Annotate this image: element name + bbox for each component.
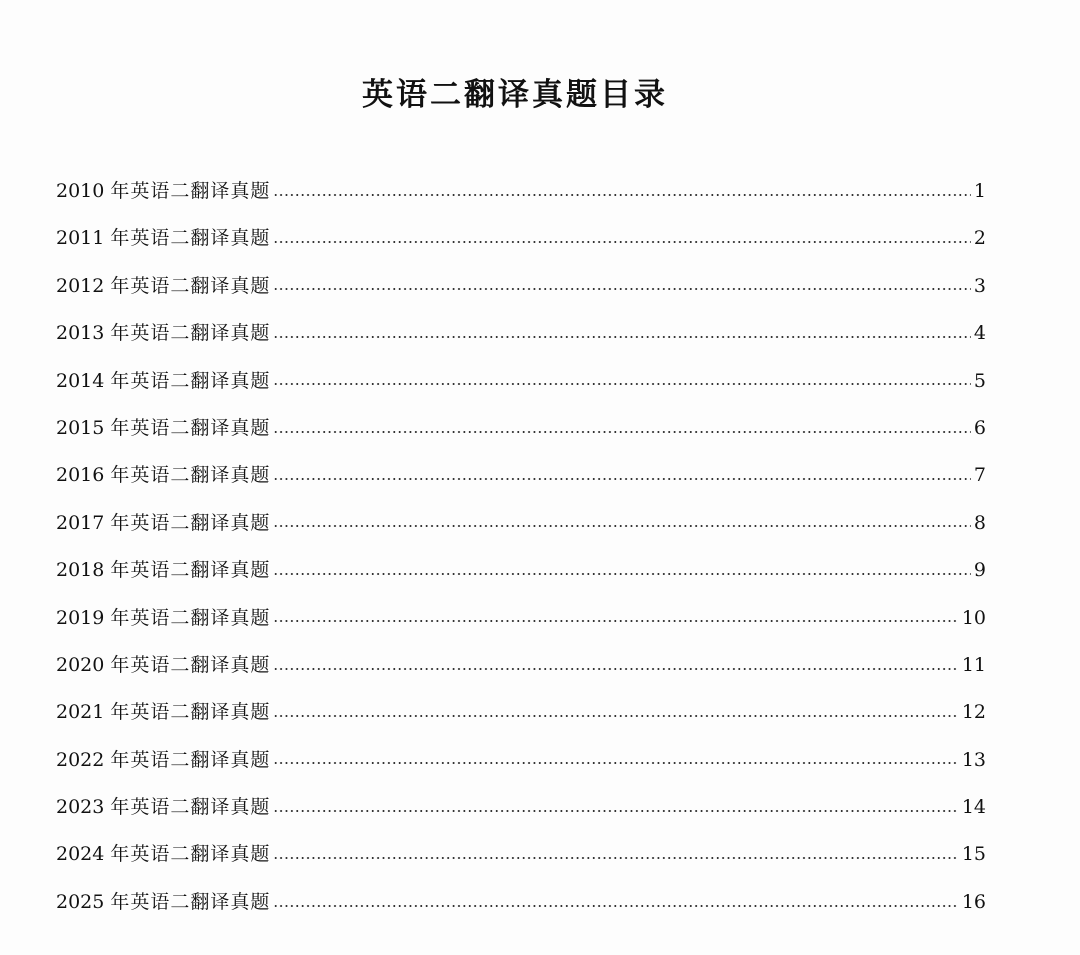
toc-entry-title	[56, 500, 270, 547]
toc-entry-page-number: 12	[961, 701, 986, 724]
toc-entry[interactable]	[56, 595, 986, 642]
toc-entry[interactable]	[56, 642, 986, 689]
toc-entry-label: 年英语二翻译真题	[110, 227, 271, 250]
toc-entry-year: 2025	[56, 890, 105, 913]
toc-entry-page-number: 13	[961, 748, 986, 771]
dot-leader	[273, 668, 958, 670]
toc-entry-page-number: 4	[973, 322, 986, 345]
toc-entry-title	[56, 452, 270, 499]
toc-entry-page-number: 7	[973, 464, 986, 487]
toc-entry-label: 年英语二翻译真题	[110, 606, 271, 629]
toc-entry-page-number: 15	[961, 843, 986, 866]
toc-entry[interactable]	[56, 879, 986, 926]
toc-entry[interactable]	[56, 405, 986, 452]
toc-entry-page-number: 11	[961, 653, 986, 676]
toc-entry[interactable]	[56, 358, 986, 405]
toc-entry-title	[56, 358, 270, 405]
toc-entry-year: 2024	[56, 843, 105, 866]
toc-entry-year: 2020	[56, 653, 105, 676]
toc-entry[interactable]	[56, 547, 986, 594]
toc-entry-label: 年英语二翻译真题	[110, 464, 271, 487]
toc-entry-title	[56, 547, 270, 594]
toc-entry[interactable]	[56, 168, 986, 215]
toc-entry[interactable]	[56, 263, 986, 310]
dot-leader	[273, 431, 970, 433]
toc-entry-year: 2010	[56, 180, 105, 202]
toc-entry-page-number: 14	[961, 796, 986, 819]
dot-leader	[273, 383, 970, 385]
toc-entry-page-number: 5	[973, 369, 986, 392]
toc-entry[interactable]	[56, 784, 986, 831]
toc-entry-title	[56, 784, 270, 831]
toc-entry-title	[56, 215, 270, 262]
toc-entry-label: 年英语二翻译真题	[110, 843, 271, 866]
toc-entry[interactable]	[56, 831, 986, 878]
toc-entry[interactable]	[56, 689, 986, 736]
toc-entry-page-number: 16	[961, 890, 986, 913]
page-title: 英语二翻译真题目录	[362, 76, 668, 113]
toc-entry-title	[56, 310, 270, 357]
toc-entry-page-number: 10	[961, 606, 986, 629]
toc-entry-year: 2014	[56, 369, 105, 392]
toc-entry-title	[56, 642, 270, 689]
toc-entry-label: 年英语二翻译真题	[110, 416, 271, 439]
dot-leader	[273, 857, 958, 859]
toc-entry-page-number: 9	[973, 559, 986, 582]
toc-entry-title	[56, 263, 270, 310]
toc-entry-year: 2016	[56, 464, 105, 487]
toc-entry-label: 年英语二翻译真题	[110, 274, 271, 297]
toc-entry-label: 年英语二翻译真题	[110, 369, 271, 392]
toc-entry-title	[56, 595, 270, 642]
toc-entry-label: 年英语二翻译真题	[110, 322, 271, 345]
toc-entry-year: 2015	[56, 416, 105, 439]
dot-leader	[273, 288, 970, 290]
toc-entry-label: 年英语二翻译真题	[110, 701, 271, 724]
toc-entry-title	[56, 831, 270, 878]
toc-entry-label: 年英语二翻译真题	[110, 748, 271, 771]
toc-entry-year: 2013	[56, 322, 105, 345]
dot-leader	[273, 762, 958, 764]
toc-entry[interactable]	[56, 310, 986, 357]
toc-entry-title	[56, 879, 270, 926]
toc-entry-page-number: 6	[973, 416, 986, 439]
toc-entry-title	[56, 168, 270, 215]
dot-leader	[273, 336, 970, 338]
toc-entry-title	[56, 689, 270, 736]
toc-entry-year: 2018	[56, 559, 105, 582]
toc-entry-year: 2023	[56, 796, 105, 819]
toc-entry-title	[56, 737, 270, 784]
toc-entry-label: 年英语二翻译真题	[110, 796, 271, 819]
toc-entry-year: 2022	[56, 748, 105, 771]
table-of-contents	[56, 168, 986, 926]
dot-leader	[273, 241, 970, 243]
toc-entry-page-number: 3	[973, 274, 986, 297]
toc-entry-year: 2011	[56, 227, 105, 250]
toc-entry-page-number: 8	[973, 511, 986, 534]
toc-entry[interactable]	[56, 452, 986, 499]
dot-leader	[273, 905, 958, 907]
dot-leader	[273, 525, 970, 527]
toc-entry-label: 年英语二翻译真题	[110, 890, 271, 913]
toc-entry[interactable]	[56, 215, 986, 262]
dot-leader	[273, 194, 970, 196]
toc-entry-label: 年英语二翻译真题	[110, 180, 271, 202]
toc-entry-year: 2012	[56, 274, 105, 297]
toc-entry-page-number: 1	[973, 180, 986, 202]
toc-entry-year: 2017	[56, 511, 105, 534]
dot-leader	[273, 620, 958, 622]
toc-entry-page-number: 2	[973, 227, 986, 250]
toc-entry-year: 2021	[56, 701, 105, 724]
toc-entry[interactable]	[56, 737, 986, 784]
dot-leader	[273, 810, 958, 812]
toc-entry[interactable]	[56, 500, 986, 547]
toc-entry-label: 年英语二翻译真题	[110, 559, 271, 582]
dot-leader	[273, 715, 958, 717]
toc-entry-title	[56, 405, 270, 452]
toc-entry-label: 年英语二翻译真题	[110, 653, 271, 676]
toc-entry-label: 年英语二翻译真题	[110, 511, 271, 534]
toc-entry-year: 2019	[56, 606, 105, 629]
dot-leader	[273, 573, 970, 575]
dot-leader	[273, 478, 970, 480]
